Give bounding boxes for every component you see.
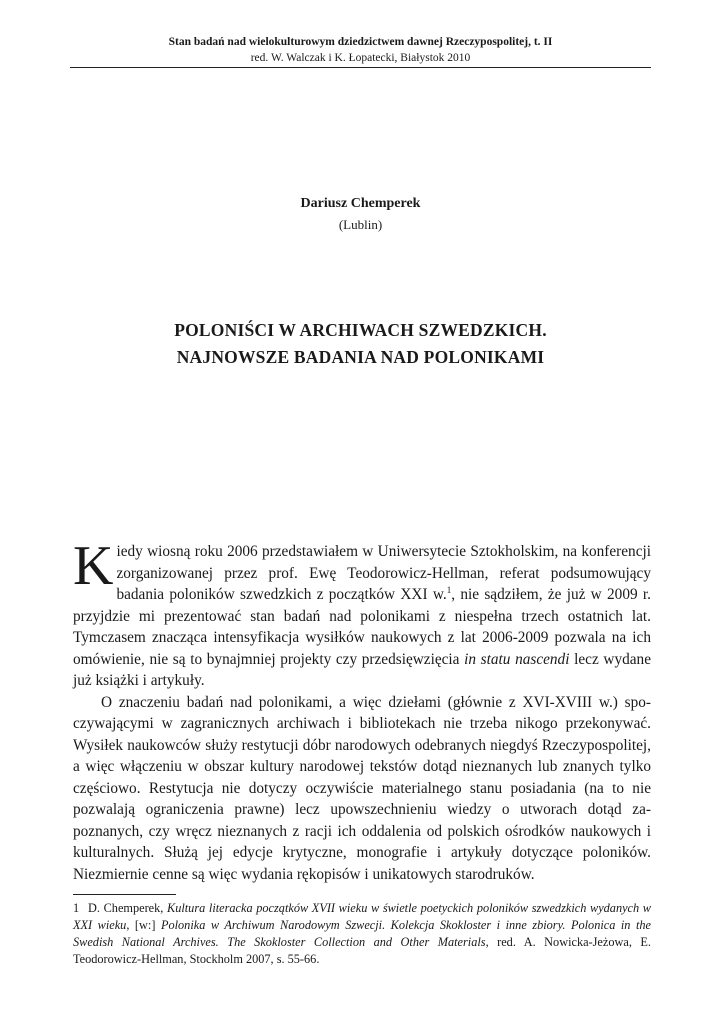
drop-cap: K bbox=[73, 535, 114, 597]
author-name: Dariusz Chemperek bbox=[300, 196, 421, 211]
footnote-text-3: , red. A. Nowicka-Jeżowa, E. Teodorowicz-Hellman, Stockholm 2007, s. 55-66. bbox=[73, 935, 651, 966]
paragraph-1-text-a: iedy wiosną roku 2006 przedstawiałem w Uniwersytecie Sztokholskim, na konferencji zorganizowanej przez prof. Ewę Teodorowicz-Hellman, referat podsumowujący badania poloników szwedzkich z początków XXI w. bbox=[116, 543, 651, 603]
header-publication-title: Stan badań nad wielokulturowym dziedzictwem dawnej Rzeczypospolitej, t. II bbox=[168, 36, 553, 48]
running-header bbox=[70, 34, 651, 66]
article-body bbox=[73, 535, 651, 885]
footnote-italic-2: Polonika w Archiwum Narodowym Szwecji. Kolekcja Skokloster i inne zbiory. Polonica in the Swedish National Archives. The Skokloster Collection and Other Materials bbox=[73, 918, 652, 949]
paragraph-1-text-c: lecz wydane już książki i artykuły. bbox=[73, 650, 651, 689]
footnote-rule bbox=[73, 894, 176, 895]
paragraph-1-text-b: , nie sądziłem, że już w 2009 r. przyjdzie mi prezentować stan badań nad polonikami z niespełna trzech ostatnich lat. Tymczasem znacząca intensyfikacja wysiłków naukowych z lat 2006-2009 pozwala na ich omówienie, nie są to bynajmniej projekty czy przedsięwzięcia bbox=[73, 586, 651, 668]
title-line-2: NAJNOWSZE BADANIA NAD POLONIKAMI bbox=[176, 347, 545, 367]
article-title bbox=[0, 317, 721, 371]
header-editors: red. W. Walczak i K. Łopatecki, Białystok 2010 bbox=[250, 52, 471, 64]
footnote-number: 1 bbox=[73, 901, 80, 915]
footnote-text-2: , [w:] bbox=[126, 918, 161, 932]
italic-phrase: in statu nascendi bbox=[464, 650, 570, 668]
title-line-1: POLONIŚCI W ARCHIWACH SZWEDZKICH. bbox=[174, 320, 547, 340]
author-affiliation: (Lublin) bbox=[338, 217, 383, 232]
paragraph-2: O znaczeniu badań nad polonikami, a więc dziełami (głównie z XVI-XVIII w.) spoczywającymi w zagranicznych archiwach i bibliotekach nie trzeba nikogo przekonywać. Wysiłek naukowców służy restytucji dóbr narodowych odebranych niegdyś Rzeczypospolitej, a więc włączeniu w obszar kultury narodowej tekstów dotąd nieznanych lub znanych tylko częściowo. Restytucja nie dotyczy oczywiście materialnego stanu posiadania (na to nie pozwalają ograniczenia prawne) lecz upowszechnieniu wiedzy o utworach dotąd zapoznanych, czy wręcz nieznanych z racji ich oddalenia od polskich ośrodków naukowych i kulturalnych. Służą jej edycje krytyczne, monografie i artykuły dotyczące poloników. Niezmiernie cenne są więc wydania rękopisów i unikatowych starodruków. bbox=[73, 693, 651, 883]
header-rule bbox=[70, 67, 651, 68]
footnote-italic-1: Kultura literacka początków XVII wieku w świetle poetyckich poloników szwedzkich wydanych w XXI wieku bbox=[73, 901, 651, 932]
footnote-1 bbox=[73, 900, 651, 968]
paragraph-1 bbox=[73, 535, 651, 692]
footnote-text-1: D. Chemperek, bbox=[88, 901, 167, 915]
footnote-reference: 1 bbox=[446, 584, 452, 595]
